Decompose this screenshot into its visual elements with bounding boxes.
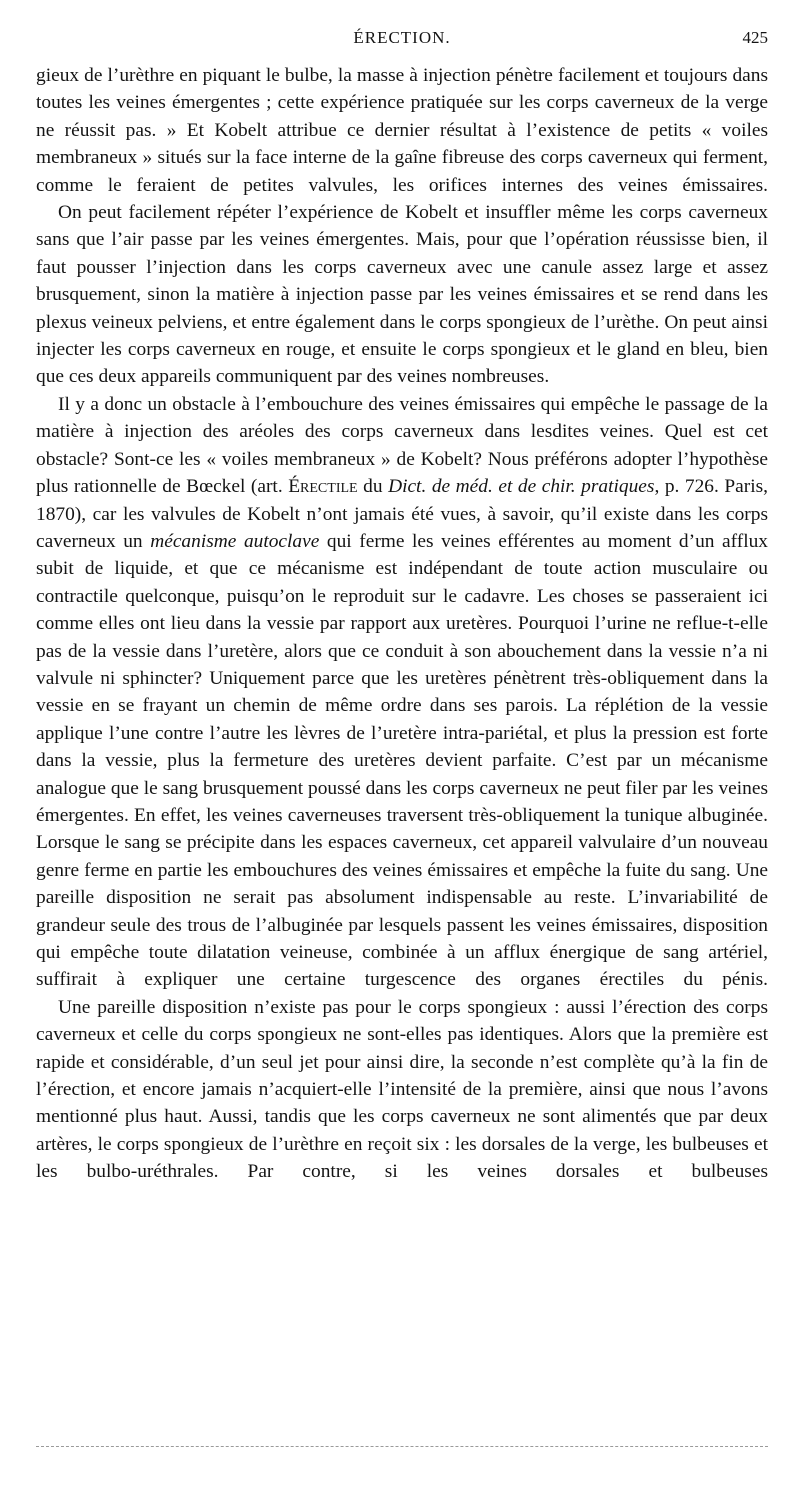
smallcaps-article-title: Érectile	[288, 476, 358, 498]
italic-dictionary-title: Dict. de méd. et de chir. pratiques	[388, 476, 655, 498]
paragraph-kobelt-experiment: On peut facilement répéter l’expérience de Kobelt et insuffler même les corps caverneux sans que l’air passe par les veines émergentes. Mais, pour que l’opération réussisse bien, il faut pousser l’injection dans les corps caverneux avec une canule assez large et assez brusquement, sinon la matière à injection passe par les veines émissaires et se rend dans les plexus veineux pelviens, et entre également dans le corps spongieux de l’urèthe. On peut ainsi injecter les corps caverneux en rouge, et ensuite le corps spongieux et le gland en bleu, bien que ces deux appareils communiquent par des veines nombreuses.	[36, 202, 768, 388]
paragraph-autoclave-mechanism	[36, 391, 768, 994]
body-text	[36, 62, 768, 1186]
paragraph-text-segment: Il y a donc un obstacle à l’embouchure des veines émissaires qui empêche le passage de la matière à injection des aréoles des corps caverneux dans lesdites veines. Quel est cet obstacle? Sont-ce les « voiles membraneux » de Kobelt? Nous préférons adopter l’hypothèse plus rationnelle de Bœckel (art.	[36, 393, 768, 498]
italic-term: mécanisme autoclave	[150, 530, 320, 552]
paragraph-text-segment: , p. 726. Paris, 1870), car les valvules de Kobelt n’ont jamais été vues, à savoir, qu’il existe dans les corps caverneux un	[36, 476, 768, 552]
running-title: ÉRECTION.	[353, 28, 451, 47]
running-header	[36, 28, 768, 52]
footer-dashed-rule	[36, 1446, 768, 1447]
paragraph-corps-spongieux: Une pareille disposition n’existe pas pour le corps spongieux : aussi l’érection des corps caverneux et celle du corps spongieux ne sont-elles pas identiques. Alors que la première est rapide et considérable, d’un seul jet pour ainsi dire, la seconde n’est complète qu’à la fin de l’érection, et encore jamais n’acquiert-elle l’intensité de la première, ainsi que nous l’avons mentionné plus haut. Aussi, tandis que les corps caverneux ne sont alimentés que par deux artères, le corps spongieux de l’urèthre en reçoit six : les dorsales de la verge, les bulbeuses et les bulbo-uréthrales. Par contre, si les veines dorsales et bulbeuses	[36, 996, 768, 1183]
paragraph-continuation: gieux de l’urèthre en piquant le bulbe, la masse à injection pénètre facilement et toujours dans toutes les veines émergentes ; cette expérience pratiquée sur les corps caverneux de la verge ne réussit pas. » Et Kobelt attribue ce dernier résultat à l’existence de petits « voiles membraneux » situés sur la face interne de la gaîne fibreuse des corps caverneux qui ferment, comme le feraient de petites valvules, les orifices internes des veines émissaires.	[36, 65, 768, 196]
paragraph-text-segment: du	[357, 476, 389, 498]
page-number: 425	[742, 28, 768, 47]
paragraph-text-segment: qui ferme les veines efférentes au moment d’un afflux subit de liquide, et que ce mécanisme est indépendant de toute action musculaire ou contractile quelconque, puisqu’on le reproduit sur le cadavre. Les choses se passeraient ici comme elles ont lieu dans la vessie par rapport aux uretères. Pourquoi l’urine ne reflue-t-elle pas de la vessie dans l’uretère, alors que ce conduit à son abouchement dans la vessie n’a ni valvule ni sphincter? Uniquement parce que les uretères pénètrent très-obliquement dans la vessie en se frayant un chemin de même ordre dans ses parois. La réplétion de la vessie applique l’une contre l’autre les lèvres de l’uretère intra-pariétal, et plus la pression est forte dans la vessie, plus la fermeture des uretères devient parfaite. C’est par un mécanisme analogue que le sang brusquement poussé dans les corps caverneux ne peut filer par les veines émergentes. En effet, les veines caverneuses traversent très-obliquement la tunique albuginée. Lorsque le sang se précipite dans les espaces caverneux, cet appareil valvulaire d’un nouveau genre ferme en partie les embouchures des veines émissaires et empêche la fuite du sang. Une pareille disposition ne serait pas absolument indispensable au reste. L’invariabilité de grandeur seule des trous de l’albuginée par lesquels passent les veines émissaires, disposition qui empêche toute dilatation veineuse, combinée à un afflux énergique de sang artériel, suffirait à expliquer une certaine turgescence des organes érectiles du pénis.	[36, 530, 768, 991]
